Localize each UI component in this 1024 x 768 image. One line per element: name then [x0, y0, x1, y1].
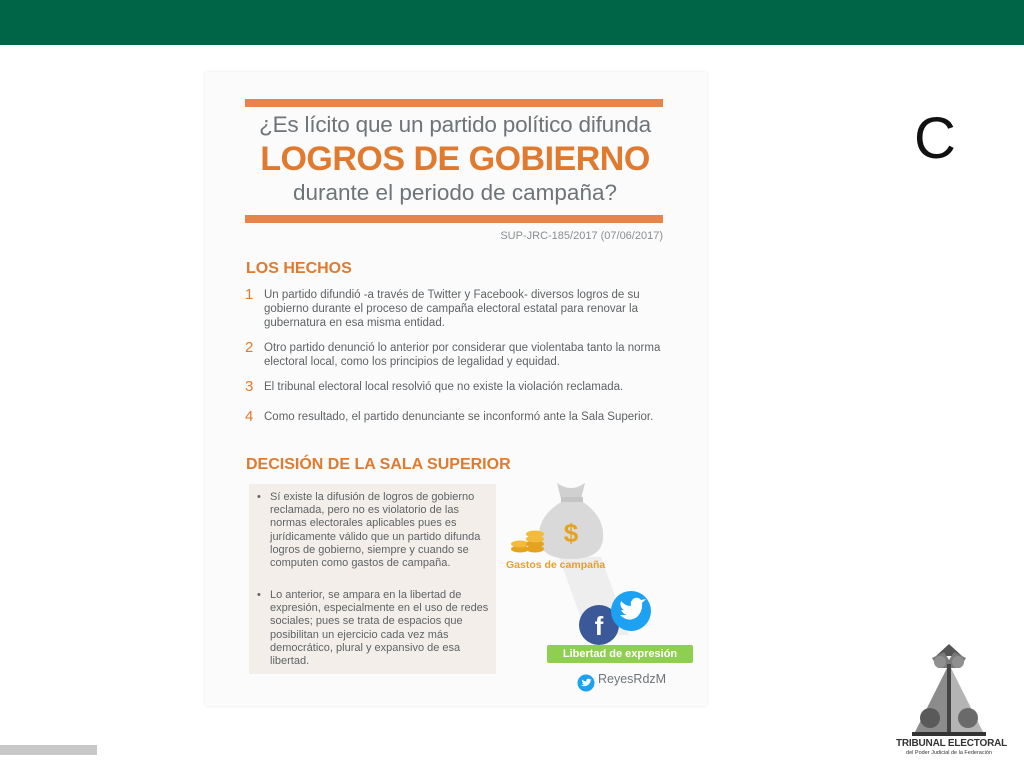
fact-number: 4	[245, 408, 254, 425]
fact-text: Un partido difundió -a través de Twitter y Facebook- diversos logros de su gobierno durante el proceso de campaña electoral estatal para renovar la gubernatura en esa misma entidad.	[264, 289, 640, 329]
fact-number: 2	[245, 339, 254, 356]
coins-icon	[511, 531, 544, 553]
logo-title: TRIBUNAL ELECTORAL	[896, 738, 1008, 749]
logo-subtitle: del Poder Judicial de la Federación	[906, 750, 992, 756]
question-headline: LOGROS DE GOBIERNO	[260, 140, 650, 178]
dollar-sign: $	[563, 518, 579, 548]
infographic-card	[205, 72, 707, 706]
facts-title: LOS HECHOS	[246, 260, 352, 277]
fact-text: Como resultado, el partido denunciante se inconformó ante la Sala Superior.	[264, 411, 654, 423]
illustration	[501, 477, 707, 697]
bullet-dot: •	[257, 589, 261, 601]
question-line-3: durante el periodo de campaña?	[293, 180, 617, 205]
fact-text: El tribunal electoral local resolvió que no existe la violación reclamada.	[264, 381, 624, 393]
twitter-handle: ReyesRdzM	[598, 672, 667, 686]
twitter-icon	[611, 591, 651, 631]
fact-text: Otro partido denunció lo anterior por considerar que violentaba tanto la norma electoral local, como los principios de legalidad y equidad.	[264, 342, 661, 368]
top-rule	[245, 99, 663, 107]
money-bag-icon	[539, 483, 603, 559]
case-reference: SUP-JRC-185/2017 (07/06/2017)	[500, 230, 663, 242]
fact-number: 1	[245, 286, 254, 303]
tribunal-emblem-icon	[896, 642, 1002, 738]
decision-title: DECISIÓN DE LA SALA SUPERIOR	[246, 456, 511, 473]
decision-bullet-text: Lo anterior, se ampara en la libertad de expresión, especialmente en el uso de redes sociales; pues se trata de espacios que posibilitan un ejercicio cada vez más democrático, plural y expansivo de esa libertad.	[270, 589, 489, 668]
twitter-handle-icon	[577, 674, 595, 692]
fact-number: 3	[245, 378, 254, 395]
decision-box	[249, 484, 496, 674]
gastos-label: Gastos de campaña	[506, 559, 606, 571]
tribunal-logo	[896, 642, 1008, 762]
bottom-accent-bar	[0, 745, 97, 755]
libertad-label: Libertad de expresión	[547, 645, 693, 663]
illustration-graphics	[501, 477, 707, 697]
slide-letter: C	[914, 106, 956, 171]
svg-text:f: f	[594, 611, 604, 641]
top-header-bar	[0, 0, 1024, 45]
bullet-dot: •	[257, 491, 261, 503]
bottom-rule	[245, 215, 663, 223]
question-line-1: ¿Es lícito que un partido político difunda	[259, 112, 651, 137]
decision-bullet-text: Sí existe la difusión de logros de gobierno reclamada, pero no es violatorio de las normas electorales aplicables pues es jurídicamente válido que un partido difunda logros de gobierno, siempre y cuando se computen como gastos de campaña.	[270, 491, 481, 570]
